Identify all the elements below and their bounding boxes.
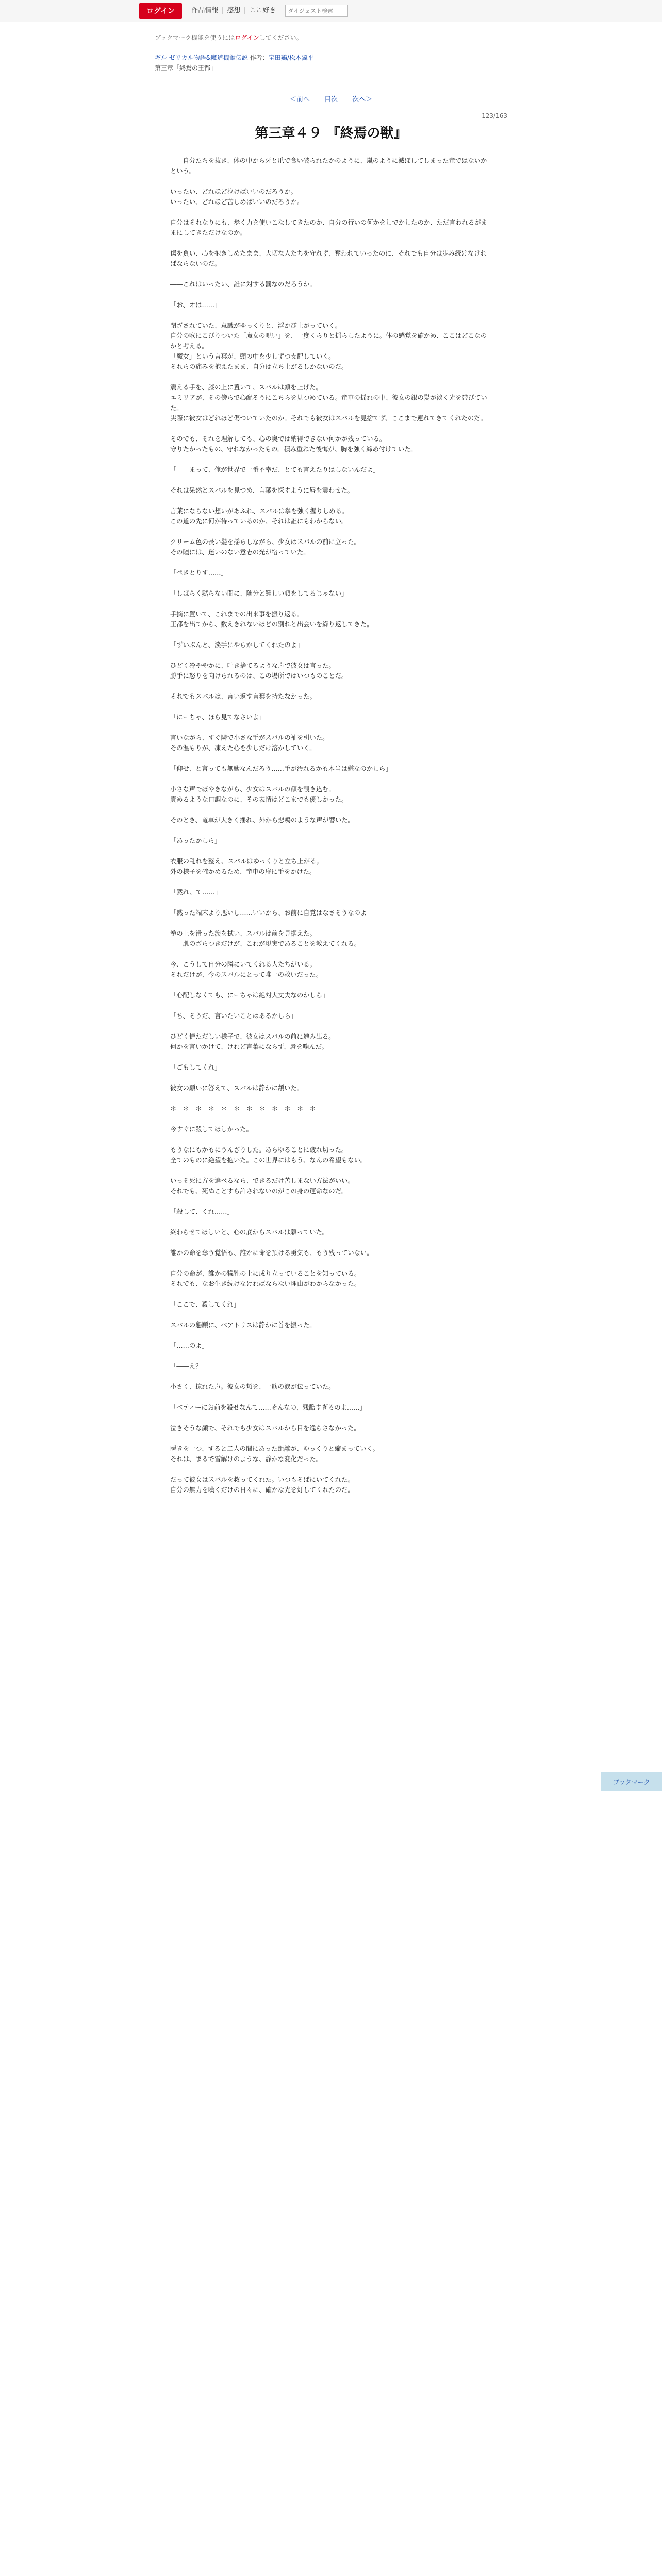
bookmark-notice	[155, 33, 303, 42]
series-title-link[interactable]: ギル ゼリカル物語&魔道機獣伝説	[155, 54, 248, 61]
body-paragraph: 瞬きを一つ、すると二人の間にあった距離が、ゆっくりと縮まっていく。	[170, 1445, 379, 1452]
body-paragraph	[170, 774, 490, 784]
body-paragraph: ひどく慌ただしい様子で、彼女はスバルの前に進み出る。	[170, 1033, 335, 1040]
body-paragraph: 全てのものに絶望を抱いた。この世界にはもう、なんの希望もない。	[170, 1157, 367, 1164]
body-paragraph: エミリアが、その傍らで心配そうにこちらを見つめている。竜車の揺れの中、彼女の銀の髪が淡く光を帯びていた。	[170, 394, 487, 412]
body-paragraph	[170, 527, 490, 537]
body-paragraph: 「ぺきとりす……」	[170, 569, 227, 577]
top-bar	[0, 0, 662, 22]
body-paragraph	[170, 454, 490, 465]
index-link[interactable]: 目次	[324, 96, 338, 104]
body-paragraph: 閉ざされていた、意識がゆっくりと、浮かび上がっていく。	[170, 322, 341, 329]
body-paragraph: 誰かの命を奪う覚悟も、誰かに命を預ける勇気も、もう残っていない。	[170, 1249, 373, 1257]
body-paragraph: それでも、死ぬことすら許されないのがこの身の運命なのだ。	[170, 1188, 348, 1195]
body-paragraph: いったい、どれほど泣けばいいのだろうか。	[170, 188, 297, 195]
body-paragraph: 言いながら、すぐ隣で小さな手がスバルの袖を引いた。	[170, 734, 329, 741]
body-paragraph: この道の先に何が待っているのか、それは誰にもわからない。	[170, 518, 348, 525]
body-paragraph: ――肌のざらつきだけが、これが現実であることを教えてくれる。	[170, 940, 360, 947]
body-paragraph	[170, 557, 490, 568]
body-paragraph: 今、こうして自分の隣にいてくれる人たちがいる。	[170, 961, 316, 968]
notice-login-link[interactable]: ログイン	[235, 34, 259, 41]
body-paragraph: 小さな声でぼやきながら、少女はスバルの顔を覗き込む。	[170, 786, 335, 793]
body-paragraph: いったい、どれほど苦しめばいいのだろうか。	[170, 198, 304, 206]
body-paragraph: ――これはいったい、誰に対する罰なのだろうか。	[170, 281, 316, 288]
body-paragraph: 手摘に置いて、これまでの出来事を振り返る。	[170, 611, 303, 618]
body-paragraph	[170, 496, 490, 506]
body-paragraph	[170, 1330, 490, 1341]
body-paragraph: 「仰せ、と言っても無駄なんだろう……手が汚れるかも本当は嫌なのかしら」	[170, 765, 392, 772]
body-paragraph: 自分の無力を嘆くだけの日々に、確かな光を灯してくれたのだ。	[170, 1486, 354, 1494]
body-paragraph: それらの痛みを抱えたまま、自分は立ち上がるしかないのだ。	[170, 363, 348, 370]
body-paragraph: 拳の上を滑った涙を拭い、スバルは前を見据えた。	[170, 930, 316, 937]
body-paragraph	[170, 1433, 490, 1444]
body-paragraph	[170, 1289, 490, 1299]
novel-body	[170, 156, 490, 1495]
top-nav	[139, 0, 348, 22]
body-paragraph	[170, 269, 490, 279]
body-paragraph: 外の様子を確かめるため、竜車の扉に手をかけた。	[170, 868, 316, 875]
nav-item-reviews[interactable]: 感想	[222, 7, 244, 14]
author-label: 作者：	[250, 54, 269, 61]
chapter-title: 第三章４９ 『終焉の獣』	[255, 126, 407, 141]
page-number: 123/163	[482, 112, 507, 120]
body-paragraph: 彼女の願いに答えて、スバルは静かに頷いた。	[170, 1084, 303, 1092]
nav-item-favorites[interactable]: ここ好き	[244, 7, 280, 14]
body-paragraph: 自分の命が、誰かの犠牲の上に成り立っていることを知っている。	[170, 1270, 360, 1277]
body-paragraph: 泣きそうな顔で、それでも少女はスバルから目を逸らさなかった。	[170, 1425, 360, 1432]
body-paragraph: 「ずいぶんと、淡手にやらかしてくれたのよ」	[170, 641, 304, 649]
body-paragraph: いっそ死に方を選べるなら、できるだけ苦しまない方法がいい。	[170, 1177, 354, 1184]
body-paragraph	[170, 1392, 490, 1402]
body-paragraph: クリーム色の長い髪を揺らしながら、少女はスバルの前に立った。	[170, 538, 360, 546]
body-paragraph	[170, 949, 490, 959]
body-paragraph: 傷を負い、心を抱きしめたまま、大切な人たちを守れず、奪われていったのに、それでも自分は歩み続けなければならないのだ。	[170, 250, 487, 267]
body-paragraph	[170, 1258, 490, 1268]
body-paragraph	[170, 1165, 490, 1176]
body-paragraph	[170, 805, 490, 815]
body-paragraph	[170, 310, 490, 320]
body-paragraph: 衣服の乱れを整え、スバルはゆっくりと立ち上がる。	[170, 858, 323, 865]
body-paragraph: 「ち、そうだ、言いたいことはあるかしら」	[170, 1012, 297, 1020]
body-paragraph	[170, 1093, 490, 1104]
body-paragraph: 責めるような口調なのに、その表情はどこまでも優しかった。	[170, 796, 348, 803]
pager-top	[0, 94, 662, 104]
body-paragraph: 終わらせてほしいと、心の底からスバルは願っていた。	[170, 1229, 329, 1236]
body-paragraph	[170, 1001, 490, 1011]
body-paragraph: 「黙った端末より悪いし……いいから、お前に自覚はなさそうなのよ」	[170, 909, 373, 917]
body-paragraph	[170, 290, 490, 300]
body-paragraph	[170, 1464, 490, 1475]
body-paragraph: ――自分たちを抜き、体の中から牙と爪で食い破られたかのように、嵐のように滅ぼしてしまった竜ではないかという。	[170, 157, 487, 175]
body-paragraph: それだけが、今のスバルにとって唯一の救いだった。	[170, 971, 322, 978]
breadcrumb	[155, 53, 314, 73]
body-paragraph	[170, 825, 490, 836]
body-paragraph: 「にーちゃ、ほら見てなさいよ」	[170, 714, 266, 721]
body-paragraph: 勝手に怒りを向けられるのは、この場所ではいつものことだ。	[170, 672, 348, 680]
body-paragraph: 「……のよ」	[170, 1342, 208, 1349]
body-paragraph: 「しばらく黙らない間に、随分と難しい顔をしてるじゃない」	[170, 590, 348, 597]
body-paragraph: そのとき、竜車が大きく揺れ、外から悲鳴のような声が響いた。	[170, 817, 354, 824]
body-paragraph: それでも、なお生き続けなければならない理由がわからなかった。	[170, 1280, 360, 1287]
bookmark-side-tab[interactable]: ブックマーク	[601, 1772, 662, 1791]
notice-prefix: ブックマーク機能を使うには	[155, 34, 235, 41]
body-paragraph: そのでも、それを理解しても、心の奥では納得できない何かが残っている。	[170, 435, 386, 443]
body-paragraph	[170, 1238, 490, 1248]
body-paragraph	[170, 630, 490, 640]
body-paragraph	[170, 207, 490, 217]
nav-item-info[interactable]: 作品情報	[191, 7, 219, 14]
search-input[interactable]	[285, 5, 348, 17]
body-paragraph: 自分の喉にこびりついた「魔女の呪い」を、一度くらりと揺らしたように。体の感覚を確かめ、ここはどこなのかと考える。	[170, 332, 487, 350]
body-paragraph	[170, 238, 490, 248]
body-paragraph	[170, 681, 490, 691]
body-paragraph: 今すぐに殺してほしかった。	[170, 1126, 253, 1133]
body-paragraph	[170, 1052, 490, 1062]
body-paragraph	[170, 1114, 490, 1124]
body-paragraph: 何かを言いかけて、けれど言葉にならず、唇を噛んだ。	[170, 1043, 328, 1050]
next-link[interactable]: 次へ＞	[352, 96, 373, 104]
body-paragraph	[170, 897, 490, 908]
notice-suffix: してください。	[259, 34, 303, 41]
body-paragraph	[170, 650, 490, 660]
body-paragraph	[170, 1413, 490, 1423]
body-paragraph	[170, 980, 490, 990]
body-paragraph	[170, 1073, 490, 1083]
body-paragraph	[170, 1310, 490, 1320]
body-paragraph	[170, 423, 490, 434]
body-paragraph: 「黙れ、て……」	[170, 889, 222, 896]
body-paragraph	[170, 1134, 490, 1145]
body-paragraph: 「ごもしてくれ」	[170, 1064, 221, 1071]
body-paragraph	[170, 702, 490, 712]
body-paragraph	[170, 1217, 490, 1227]
body-paragraph	[170, 877, 490, 887]
body-paragraph: 言葉にならない想いがあふれ、スバルは拳を強く握りしめる。	[170, 507, 349, 515]
body-paragraph: 「あったかしら」	[170, 837, 221, 844]
body-paragraph: 震える手を、膝の上に置いて、スバルは顔を上げた。	[170, 384, 322, 391]
body-paragraph: 「お、オは……」	[170, 301, 221, 309]
body-paragraph	[170, 475, 490, 485]
body-paragraph: その温もりが、凍えた心を少しだけ溶かしていく。	[170, 744, 316, 752]
body-paragraph: 「――え？」	[170, 1363, 208, 1370]
body-paragraph: 王都を出てから、数えきれないほどの別れと出会いを繰り返してきた。	[170, 621, 373, 628]
login-button[interactable]: ログイン	[139, 3, 182, 19]
body-paragraph	[170, 176, 490, 187]
body-paragraph: 「心配しなくても、にーちゃは絶対大丈夫なのかしら」	[170, 992, 329, 999]
body-paragraph	[170, 1021, 490, 1031]
body-paragraph	[170, 918, 490, 928]
body-paragraph: 「ここで、殺してくれ」	[170, 1301, 240, 1308]
body-paragraph: 「殺して、くれ……」	[170, 1208, 234, 1215]
body-paragraph	[170, 578, 490, 588]
body-paragraph: スバルの懇願に、ベアトリスは静かに首を振った。	[170, 1321, 316, 1329]
body-paragraph	[170, 1196, 490, 1207]
body-paragraph: もうなにもかもにうんざりした。あらゆることに疲れ切った。	[170, 1146, 348, 1154]
body-paragraph	[170, 846, 490, 856]
body-paragraph: ＊ ＊ ＊ ＊ ＊ ＊ ＊ ＊ ＊ ＊ ＊ ＊	[170, 1105, 316, 1112]
body-paragraph: だって彼女はスバルを救ってくれた。いつもそばにいてくれた。	[170, 1476, 354, 1483]
body-paragraph	[170, 372, 490, 382]
body-paragraph: 「ベティーにお前を殺せなんて……そんなの、残酷すぎるのよ……」	[170, 1404, 366, 1411]
body-paragraph: 小さく、掠れた声。彼女の頬を、一筋の涙が伝っていた。	[170, 1383, 335, 1391]
body-paragraph: それは、まるで雪解けのような、静かな変化だった。	[170, 1455, 323, 1463]
body-paragraph: 「魔女」という言葉が、頭の中を少しずつ支配していく。	[170, 353, 335, 360]
body-paragraph: 実際に彼女はどれほど傷ついていたのか。それでも彼女はスバルを見捨てず、ここまで連れてきてくれたのだ。	[170, 415, 487, 422]
body-paragraph	[170, 1371, 490, 1382]
body-paragraph	[170, 753, 490, 764]
body-paragraph: 「――まって、俺が世界で一番不幸だ、とても言えたりはしないんだよ」	[170, 466, 379, 473]
body-paragraph: 守りたかったもの、守れなかったもの。積み重ねた後悔が、胸を強く締め付けていた。	[170, 446, 417, 453]
body-paragraph	[170, 1351, 490, 1361]
author-link[interactable]: 宝田鶏/松木翼平	[268, 54, 314, 61]
body-paragraph	[170, 599, 490, 609]
chapter-group: 第三章「終焉の王都」	[155, 64, 217, 72]
body-paragraph: それは呆然とスバルを見つめ、言葉を探すように唇を震わせた。	[170, 487, 354, 494]
body-paragraph: それでもスバルは、言い返す言葉を持たなかった。	[170, 693, 316, 700]
prev-link[interactable]: ＜前へ	[289, 96, 310, 104]
body-paragraph: 自分はそれなりにも、歩く力を使いこなしてきたのか、自分の行いの何かをしでかしたのか、ただ言われるがままにしてきただけなのか。	[170, 219, 487, 236]
body-paragraph	[170, 722, 490, 733]
body-paragraph: その瞳には、迷いのない意志の光が宿っていた。	[170, 549, 310, 556]
body-paragraph: ひどく冷ややかに、吐き捨てるような声で彼女は言った。	[170, 662, 335, 669]
